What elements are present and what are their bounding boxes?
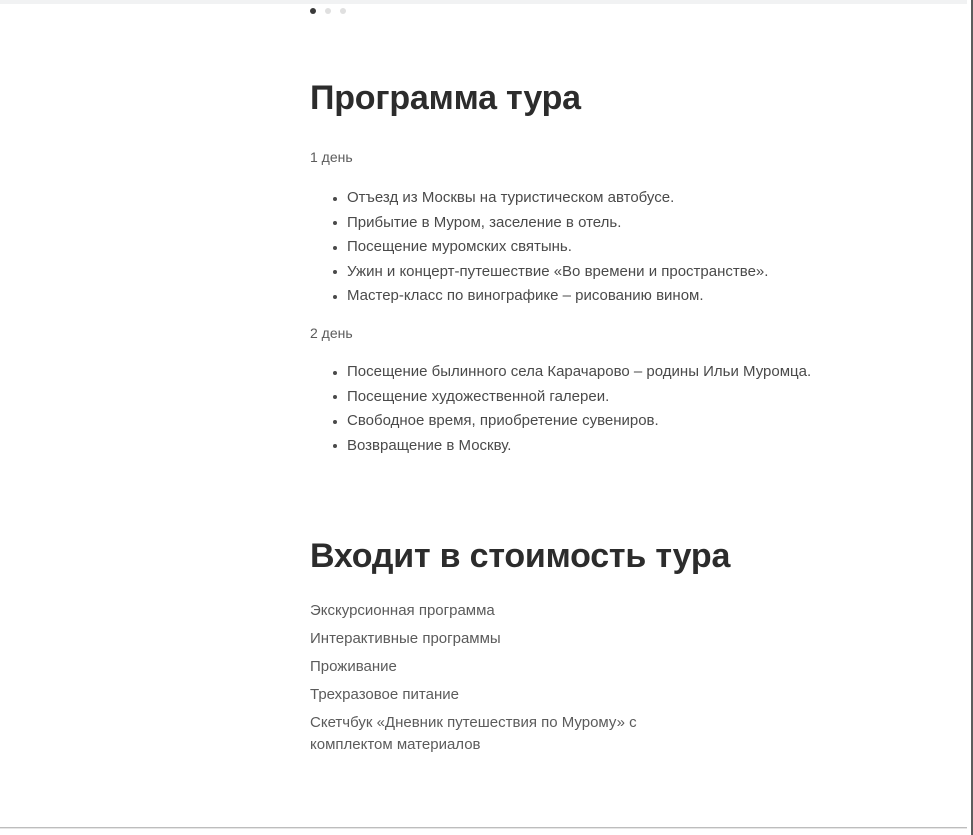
list-item: Скетчбук «Дневник путешествия по Мурому» с комплектом материалов — [310, 714, 637, 753]
day-1-label: 1 день — [310, 149, 353, 165]
carousel-dot-3[interactable] — [340, 8, 346, 14]
list-item: Прибытие в Муром, заселение в отель. — [347, 211, 768, 236]
day-2-label: 2 день — [310, 325, 353, 341]
included-section-title: Входит в стоимость тура — [310, 537, 731, 575]
list-item: Отъезд из Москвы на туристическом автобусе. — [347, 186, 768, 211]
list-item: Экскурсионная программа — [310, 602, 495, 619]
list-item: Трехразовое питание — [310, 686, 459, 703]
day-1-list — [310, 186, 768, 309]
list-item: Посещение былинного села Карачарово – родины Ильи Муромца. — [347, 360, 811, 385]
list-item: Возвращение в Москву. — [347, 434, 811, 459]
list-item: Посещение художественной галереи. — [347, 385, 811, 410]
list-item: Свободное время, приобретение сувениров. — [347, 409, 811, 434]
top-strip — [0, 0, 967, 4]
carousel-dot-1[interactable] — [310, 8, 316, 14]
list-item: Мастер-класс по винографике – рисованию вином. — [347, 284, 768, 309]
bottom-divider-shadow — [0, 828, 967, 829]
day-2-list — [310, 360, 811, 458]
carousel-dot-2[interactable] — [325, 8, 331, 14]
program-section-title: Программа тура — [310, 79, 581, 117]
list-item: Ужин и концерт-путешествие «Во времени и пространстве». — [347, 260, 768, 285]
list-item: Проживание — [310, 658, 397, 675]
included-list — [310, 600, 700, 756]
carousel-pagination[interactable] — [310, 8, 346, 14]
list-item: Посещение муромских святынь. — [347, 235, 768, 260]
list-item: Интерактивные программы — [310, 630, 501, 647]
